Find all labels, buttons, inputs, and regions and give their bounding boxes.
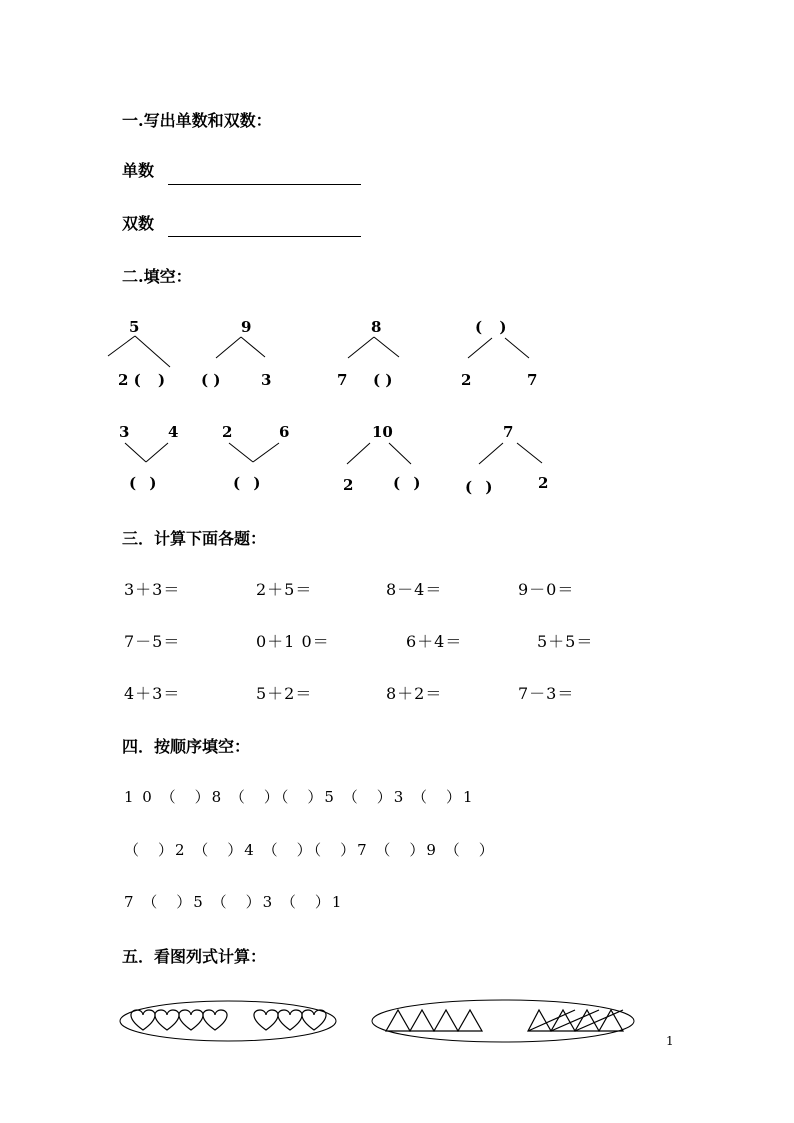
triangle-icon [410, 1010, 434, 1031]
compose-1-left: 3 [119, 423, 130, 441]
equation-3-2: 5＋2＝ [256, 684, 313, 703]
decomp-5-right: ( ) [393, 474, 425, 492]
decomp-3-left: 7 [337, 371, 348, 389]
decomp-4-right: 7 [527, 371, 538, 389]
decomp-1-left: 2 ( [118, 371, 141, 389]
decomp-4-left: 2 [461, 371, 472, 389]
triangle-icon [528, 1010, 551, 1031]
heart-icon [131, 1010, 155, 1030]
sequence-row-2: （ ）2 （ ）4 （ ）（ ）7 （ ）9 （ ） [124, 841, 496, 859]
decomp-6-left: ( ) [465, 478, 497, 496]
equation-3-4: 7－3＝ [518, 684, 575, 703]
cross-out-line [551, 1010, 599, 1031]
section3-title: 三．计算下面各题： [122, 529, 267, 548]
page-number: 1 [666, 1034, 674, 1048]
heart-icon [203, 1010, 227, 1030]
equation-1-1: 3＋3＝ [124, 580, 181, 599]
equation-2-2: 0＋1 0＝ [256, 632, 330, 651]
equation-1-3: 8－4＝ [386, 580, 443, 599]
compose-2-bottom: ( ) [233, 474, 265, 492]
equation-1-4: 9－0＝ [518, 580, 575, 599]
decomp-6-right: 2 [538, 474, 549, 492]
equation-2-3: 6＋4＝ [406, 632, 463, 651]
heart-icon [278, 1010, 302, 1030]
even-label: 双数 [122, 214, 155, 233]
compose-1-right: 4 [168, 423, 179, 441]
compose-2-left: 2 [222, 423, 233, 441]
decomp-2-left: ( ) [201, 371, 221, 389]
equation-3-1: 4＋3＝ [124, 684, 181, 703]
section2-title: 二.填空： [122, 267, 192, 286]
heart-icon [302, 1010, 326, 1030]
compose-1-bottom: ( ) [129, 474, 161, 492]
section1-title: 一.写出单数和双数： [122, 111, 272, 130]
decomp-4-top: ( ) [475, 318, 513, 336]
hearts-picture [118, 998, 340, 1046]
equation-1-2: 2＋5＝ [256, 580, 313, 599]
section5-title: 五．看图列式计算： [122, 947, 267, 966]
equation-3-3: 8＋2＝ [386, 684, 443, 703]
cross-out-line [528, 1010, 575, 1031]
triangle-icon [434, 1010, 458, 1031]
decomp-6-top: 7 [503, 423, 514, 441]
equation-2-4: 5＋5＝ [537, 632, 594, 651]
cross-out-line [575, 1010, 623, 1031]
triangle-icon [599, 1010, 623, 1031]
odd-label: 单数 [122, 161, 155, 180]
heart-icon [254, 1010, 278, 1030]
sequence-row-3: 7 （ ）5 （ ）3 （ ）1 [124, 893, 344, 911]
equation-2-1: 7－5＝ [124, 632, 181, 651]
section4-title: 四．按顺序填空： [122, 737, 251, 756]
triangles-picture [370, 996, 640, 1046]
decomp-1-right: ) [158, 371, 166, 389]
decomp-2-top: 9 [241, 318, 252, 336]
decomp-2-right: 3 [261, 371, 272, 389]
decomp-1-top: 5 [129, 318, 140, 336]
triangle-icon [458, 1010, 482, 1031]
heart-icon [179, 1010, 203, 1030]
decomp-3-right: ( ) [373, 371, 393, 389]
heart-icon [155, 1010, 179, 1030]
compose-2-right: 6 [279, 423, 290, 441]
decomp-5-top: 10 [372, 423, 393, 441]
decomp-3-top: 8 [371, 318, 382, 336]
triangle-icon [551, 1010, 575, 1031]
sequence-row-1: 1 0 （ ）8 （ ）（ ）5 （ ）3 （ ）1 [124, 788, 475, 806]
decomp-5-left: 2 [343, 476, 354, 494]
triangle-icon [575, 1010, 599, 1031]
triangle-icon [386, 1010, 410, 1031]
